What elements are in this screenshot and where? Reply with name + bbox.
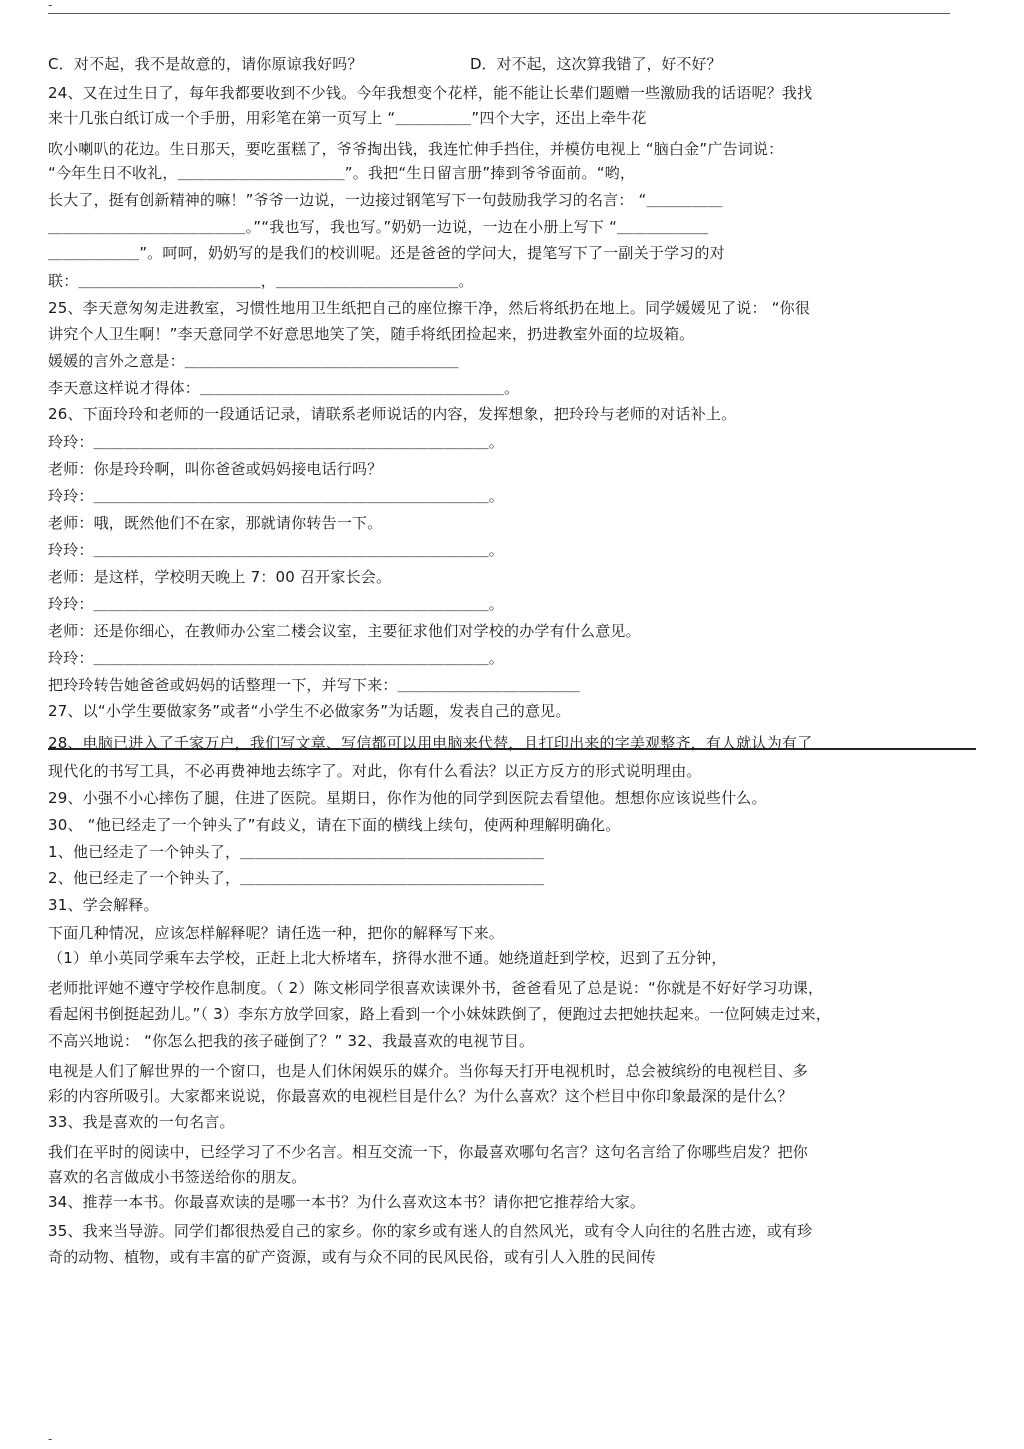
q24-line-1: 24、又在过生日了，每年我都要收到不少钱。今年我想变个花样，能不能让长辈们题赠一些激励我的话语呢？我找 xyxy=(48,84,813,102)
q25-answer-1: 媛媛的言外之意是：＿＿＿＿＿＿＿＿＿＿＿＿＿＿＿＿＿＿ xyxy=(48,352,459,370)
divider-rule xyxy=(48,748,976,750)
top-dash-mark: - xyxy=(48,0,53,12)
top-rule xyxy=(48,13,950,14)
q31-title: 31、学会解释。 xyxy=(48,896,159,914)
q32-line-2: 彩的内容所吸引。大家都来说说，你最喜欢的电视栏目是什么？为什么喜欢？这个栏目中你印象最深的是什么？ xyxy=(48,1087,793,1105)
q33-title: 33、我是喜欢的一句名言。 xyxy=(48,1113,235,1131)
q24-line-2: 来十几张白纸订成一个手册，用彩笔在第一页写上 “＿＿＿＿＿”四个大字，还岀上牵牛花 xyxy=(48,109,647,127)
q26-teacher-2: 老师：哦，既然他们不在家，那就请你转告一下。 xyxy=(48,514,383,532)
q31-prompt: 下面几种情况，应该怎样解释呢？请任选一种，把你的解释写下来。 xyxy=(48,924,505,942)
q26-lingling-3: 玲玲：＿＿＿＿＿＿＿＿＿＿＿＿＿＿＿＿＿＿＿＿＿＿＿＿＿＿。 xyxy=(48,541,505,559)
q31-q32: 不高兴地说： “你怎么把我的孩子碰倒了？” 32、我最喜欢的电视节目。 xyxy=(48,1032,535,1050)
q26-lingling-4: 玲玲：＿＿＿＿＿＿＿＿＿＿＿＿＿＿＿＿＿＿＿＿＿＿＿＿＿＿。 xyxy=(48,595,505,613)
q24-line-4: “今年生日不收礼，＿＿＿＿＿＿＿＿＿＿＿”。我把“生日留言册”捧到爷爷面前。“哟， xyxy=(48,164,636,182)
q35-line-2: 奇的动物、植物，或有丰富的矿产资源，或有与众不同的民风民俗，或有引人入胜的民间传 xyxy=(48,1248,657,1266)
q31-case-2: 老师批评她不遵守学校作息制度。（ 2）陈文彬同学很喜欢读课外书，爸爸看见了总是说：“你就是不好好学习功课， xyxy=(48,979,824,997)
q26-lingling-5: 玲玲：＿＿＿＿＿＿＿＿＿＿＿＿＿＿＿＿＿＿＿＿＿＿＿＿＿＿。 xyxy=(48,649,505,667)
q26-lingling-1: 玲玲：＿＿＿＿＿＿＿＿＿＿＿＿＿＿＿＿＿＿＿＿＿＿＿＿＿＿。 xyxy=(48,433,505,451)
q28-line-1: 28、电脑已进入了千家万户，我们写文章、写信都可以用电脑来代替，且打印出来的字美观整齐，有人就认为有了 xyxy=(48,734,813,752)
q34: 34、推荐一本书。你最喜欢读的是哪一本书？为什么喜欢这本书？请你把它推荐给大家。 xyxy=(48,1193,646,1211)
q24-line-3: 吹小喇叭的花边。生日那天，要吃蛋糕了，爷爷掏出钱，我连忙伸手挡住，并模仿电视上 “脑白金”广告词说： xyxy=(48,140,784,158)
q26-teacher-4: 老师：还是你细心，在教师办公室二楼会议室，主要征求他们对学校的办学有什么意见。 xyxy=(48,622,641,640)
q29: 29、小强不小心摔伤了腿，住进了医院。星期日，你作为他的同学到医院去看望他。想想你应该说些什么。 xyxy=(48,789,767,807)
q25-line-1: 25、李天意匆匆走进教室，习惯性地用卫生纸把自己的座位擦干净，然后将纸扔在地上。同学媛媛见了说： “你很 xyxy=(48,299,811,317)
bottom-dash-mark: - xyxy=(48,1432,53,1446)
q31-case-3: 看起闲书倒挺起劲儿。”（ 3）李东方放学回家，路上看到一个小妹妹跌倒了，便跑过去把她扶起来。一位阿姨走过来， xyxy=(48,1005,831,1023)
q26-teacher-1: 老师：你是玲玲啊，叫你爸爸或妈妈接电话行吗？ xyxy=(48,460,383,478)
q24-line-8: 联：＿＿＿＿＿＿＿＿＿＿＿＿，＿＿＿＿＿＿＿＿＿＿＿＿。 xyxy=(48,272,474,290)
option-d: D．对不起，这次算我错了，好不好？ xyxy=(470,55,722,73)
q32-line-1: 电视是人们了解世界的一个窗口，也是人们休闲娱乐的媒介。当你每天打开电视机时，总会被缤纷的电视栏目、多 xyxy=(48,1062,809,1080)
q25-answer-2: 李天意这样说才得体：＿＿＿＿＿＿＿＿＿＿＿＿＿＿＿＿＿＿＿＿。 xyxy=(48,379,520,397)
q26-lingling-2: 玲玲：＿＿＿＿＿＿＿＿＿＿＿＿＿＿＿＿＿＿＿＿＿＿＿＿＿＿。 xyxy=(48,487,505,505)
q30: 30、 “他已经走了一个钟头了”有歧义，请在下面的横线上续句，使两种理解明确化。 xyxy=(48,816,621,834)
q24-line-5: 长大了，挺有创新精神的嘛！”爷爷一边说，一边接过钢笔写下一句鼓励我学习的名言： “＿＿＿＿＿ xyxy=(48,191,723,209)
q26-summary: 把玲玲转告她爸爸或妈妈的话整理一下，并写下来：＿＿＿＿＿＿＿＿＿＿＿＿ xyxy=(48,676,581,694)
q33-line-1: 我们在平时的阅读中，已经学习了不少名言。相互交流一下，你最喜欢哪句名言？这句名言给了你哪些启发？把你 xyxy=(48,1143,809,1161)
q24-line-6: ＿＿＿＿＿＿＿＿＿＿＿＿＿。”“我也写，我也写。”奶奶一边说，一边在小册上写下 “＿＿＿＿＿＿ xyxy=(48,218,709,236)
q33-line-2: 喜欢的名言做成小书签送给你的朋友。 xyxy=(48,1168,307,1186)
q31-case-1: （1）单小英同学乘车去学校，正赶上北大桥堵车，挤得水泄不通。她绕道赶到学校，迟到了五分钟， xyxy=(48,949,727,967)
q30-blank-1: 1、他已经走了一个钟头了，＿＿＿＿＿＿＿＿＿＿＿＿＿＿＿＿＿＿＿＿ xyxy=(48,843,545,861)
q27: 27、以“小学生要做家务”或者“小学生不必做家务”为话题，发表自己的意见。 xyxy=(48,702,571,720)
q26-teacher-3: 老师：是这样，学校明天晚上 7：00 召开家长会。 xyxy=(48,568,392,586)
q24-line-7: ＿＿＿＿＿＿”。呵呵，奶奶写的是我们的校训呢。还是爸爸的学问大，提笔写下了一副关于学习的对 xyxy=(48,244,725,262)
q25-line-2: 讲究个人卫生啊！”李天意同学不好意思地笑了笑，随手将纸团捡起来，扔进教室外面的垃圾箱。 xyxy=(48,325,695,343)
option-c: C．对不起，我不是故意的，请你原谅我好吗？ xyxy=(48,55,363,73)
q28-line-2: 现代化的书写工具，不必再费神地去练字了。对此，你有什么看法？以正方反方的形式说明理由。 xyxy=(48,762,702,780)
q30-blank-2: 2、他已经走了一个钟头了，＿＿＿＿＿＿＿＿＿＿＿＿＿＿＿＿＿＿＿＿ xyxy=(48,869,545,887)
q35-line-1: 35、我来当导游。同学们都很热爱自己的家乡。你的家乡或有迷人的自然风光，或有令人向往的名胜古迹，或有珍 xyxy=(48,1222,813,1240)
q26-prompt: 26、下面玲玲和老师的一段通话记录，请联系老师说话的内容，发挥想象，把玲玲与老师的对话补上。 xyxy=(48,405,737,423)
